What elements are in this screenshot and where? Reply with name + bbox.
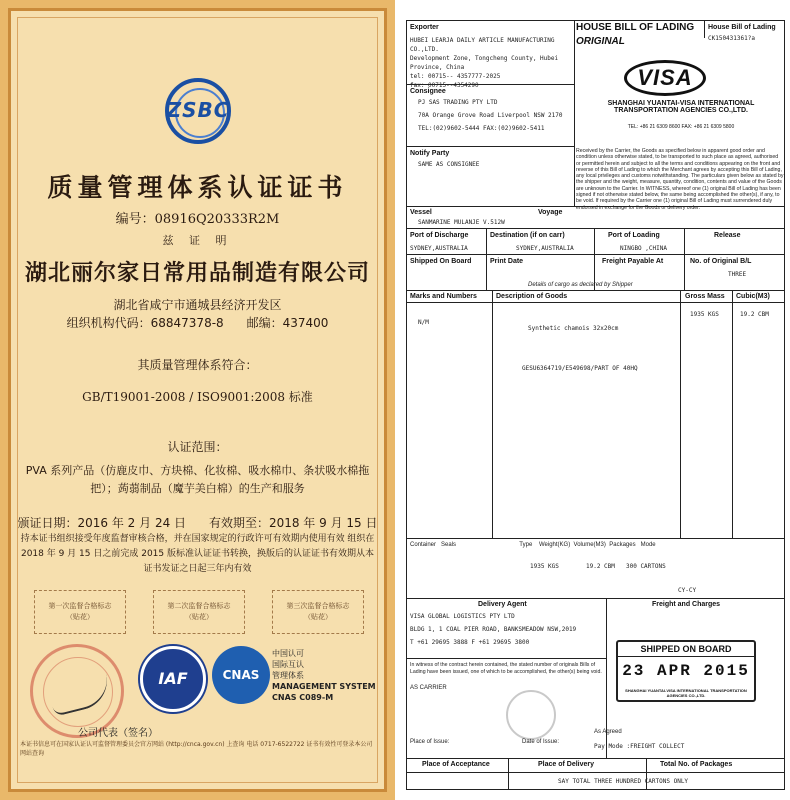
consignee-block <box>418 98 572 133</box>
bol-divider-h11 <box>406 758 784 759</box>
hbl-title: HOUSE BILL OF LADING <box>576 22 695 33</box>
valid-label: 有效期至： <box>208 516 269 530</box>
certificate-number-label: 编号： <box>115 212 155 227</box>
pay-mode: Pay Mode :FREIGHT COLLECT <box>594 743 685 750</box>
org-code-line <box>0 314 395 331</box>
bol-divider-v9 <box>508 758 509 789</box>
cnas-line3: 管理体系 <box>272 671 304 680</box>
surveillance-box-3-line2: （贴花） <box>304 613 332 621</box>
surveillance-box-1-line2: （贴花） <box>66 613 94 621</box>
bol-divider-v11 <box>704 20 705 38</box>
ctr-h-type: Type <box>519 542 533 548</box>
valid-date: 2018 年 9 月 15 日 <box>268 516 378 530</box>
print-date-label: Print Date <box>490 258 524 265</box>
cy-value: CY-CY <box>678 587 697 594</box>
shipped-label: Shipped On Board <box>410 258 472 265</box>
surveillance-box-2 <box>153 590 245 634</box>
carrier-seal-icon <box>506 690 556 740</box>
certificate-number <box>0 208 395 227</box>
issue-date-label: 颁证日期： <box>17 516 78 530</box>
bol-divider-v7 <box>732 290 733 538</box>
delivery-agent-label: Delivery Agent <box>478 601 527 608</box>
stamp-title: SHIPPED ON BOARD <box>618 644 754 657</box>
witness-text: In witness of the contract herein contained, the stated number of originals Bills of Lading have been issued, one of which to be accomplished, the other(s) being void. <box>410 662 602 675</box>
bol-divider-v5 <box>492 290 493 538</box>
delivery-line-3: T +61 29695 3888 F +61 29695 3800 <box>410 639 530 646</box>
delivery-agent-block <box>410 612 604 647</box>
consignee-line-2: 70A Orange Grove Road Liverpool NSW 2170 <box>418 112 563 119</box>
bol-divider-h8 <box>406 538 784 539</box>
total-packages-label: Total No. of Packages <box>660 761 733 768</box>
bol-border-left <box>406 20 407 790</box>
bol-divider-v2 <box>486 228 487 290</box>
cnas-line2: 国际互认 <box>272 660 304 669</box>
container-header <box>410 541 656 550</box>
bol-border-bottom <box>406 789 784 790</box>
place-of-delivery-label: Place of Delivery <box>538 761 595 768</box>
postcode-value: 437400 <box>282 316 329 330</box>
surveillance-box-1 <box>34 590 126 634</box>
signature-label: 公司代表（签名） <box>78 728 158 739</box>
scope-text: PVA 系列产品（仿鹿皮巾、方块棉、化妆棉、吸水棉巾、条状吸水棉拖把）；蒟蒻制品（魔芋美白棉）的生产和服务 <box>25 464 370 495</box>
consignee-label: Consignee <box>410 88 446 95</box>
certificate-footer: 本证书信息可在国家认证认可监督管理委员会官方网站 (http://cnca.gov.cn) 上查询 电话 0717-6522722 证书有效性可登录本公司网站查询 <box>20 741 373 757</box>
bol-border-right <box>784 20 785 790</box>
place-of-issue-label: Place of Issue: <box>410 739 450 745</box>
release-label: Release <box>714 232 741 239</box>
bol-divider-v6 <box>680 290 681 538</box>
dest-value: SYDNEY,AUSTRALIA <box>516 245 574 252</box>
as-carrier: AS CARRIER <box>410 685 447 691</box>
bol-divider-h7 <box>406 302 784 303</box>
charges-label: Freight and Charges <box>652 601 721 608</box>
marks-value: N/M <box>418 319 429 326</box>
postcode-label: 邮编： <box>246 316 283 330</box>
gross-label: Gross Mass <box>685 293 725 300</box>
certificate-title: 质量管理体系认证证书 <box>47 173 348 202</box>
ctr-packages: 300 CARTONS <box>626 563 666 570</box>
surveillance-stamp-row <box>34 590 364 634</box>
certificate-proves: 兹 证 明 <box>162 234 233 247</box>
org-code-value: 68847378-8 <box>150 316 224 330</box>
goods-value: Synthetic chamois 32x20cm <box>528 325 619 332</box>
consignee-line-3: TEL:(02)9602-5444 FAX:(02)9602-5411 <box>418 125 545 132</box>
bol-divider-v1 <box>574 20 575 206</box>
pod-value: SYDNEY,AUSTRALIA <box>410 245 468 252</box>
surveillance-box-3-line1: 第三次监督合格标志 <box>286 602 350 610</box>
pol-value: NINGBO ,CHINA <box>620 245 667 252</box>
surveillance-box-1-line1: 第一次监督合格标志 <box>48 602 112 610</box>
stamp-company: SHANGHAI YUANTAI-VISA INTERNATIONAL TRANSPORTATION AGENCIES CO.,LTD. <box>625 688 747 698</box>
voyage-label: Voyage <box>538 209 563 216</box>
consignee-line-1: PJ SAS TRADING PTY LTD <box>418 99 498 106</box>
dates-line <box>0 514 395 531</box>
ctr-h-packages: Packages <box>609 542 636 548</box>
as-agreed: As Agreed <box>594 729 622 735</box>
bol-divider-v4 <box>684 228 685 290</box>
surveillance-box-3 <box>272 590 364 634</box>
ctr-h-seals: Seals <box>441 542 457 548</box>
cnas-text <box>272 648 376 703</box>
carrier-company-name: SHANGHAI YUANTAI-VISA INTERNATIONAL TRANSPORTATION AGENCIES CO.,LTD. <box>607 100 755 114</box>
cnas-line5: CNAS C089-M <box>272 693 334 702</box>
certificate-number-value: 08916Q20333R2M <box>154 212 280 227</box>
declared-by-shipper: Details of cargo as declared by Shipper <box>528 282 633 288</box>
dest-label: Destination (if on carr) <box>490 232 565 239</box>
ctr-h-volume: Volume(M3) <box>573 542 606 548</box>
bol-divider-h4 <box>406 228 784 229</box>
certificate-note: 持本证书组织接受年度监督审核合格，并在国家规定的行政许可有效期内使用有效 组织在 2018 年 9 月 15 日之前完成 2015 版标准认证证书转换，换版后的认证证书有效期从本证书发证之日起三年内有效 <box>20 534 375 574</box>
surveillance-box-2-line2: （贴花） <box>185 613 213 621</box>
issue-date: 2016 年 2 月 24 日 <box>77 516 187 530</box>
exporter-line-4: fax: 00715--4354290 <box>410 82 479 89</box>
vessel-label: Vessel <box>410 209 432 216</box>
bol-divider-h9 <box>406 598 784 599</box>
desc-label: Description of Goods <box>496 293 568 300</box>
delivery-line-2: BLDG 1, 1 COAL PIER ROAD, BANKSMEADOW NSW,2019 <box>410 626 577 633</box>
bol-divider-h12 <box>406 772 784 773</box>
bol-divider-h5 <box>406 254 784 255</box>
bol-border-top <box>406 20 784 21</box>
carrier-terms: Received by the Carrier, the Goods as specified below in apparent good order and condition unless otherwise stated, to be transported to such place as agreed, authorised or permitted herein and subject to all the terms and conditions appearing on the front and reverse of this Bill of Lading to which the Merchant agrees by accepting this Bill of Lading, any local privileges and customs notwithstanding. The particulars given below as stated by the shipper and the weight, measure, quantity, condition, contents and value of the Goods are unknown to the Carrier. In WITNESS, whereof one (1) original Bill of Lading has been signed if not otherwise stated below, the same being accomplished the other(s), if any, to be void. If required by the Carrier one (1) original Bill of Lading must surrendered duly endorsed in exchange for the Goods or delivery order. <box>576 148 784 211</box>
pod-label: Port of Discharge <box>410 232 469 239</box>
container-value: GESU6364719/E549698/PART OF 40HQ <box>522 365 638 372</box>
stamp-date: 23 APR 2015 <box>622 662 750 680</box>
notify-value: SAME AS CONSIGNEE <box>418 161 480 168</box>
gross-value: 1935 KGS <box>690 311 719 318</box>
ctr-weight: 1935 KGS <box>530 563 559 570</box>
exporter-line-2: Development Zone, Tongcheng County, Hubei Province, China <box>410 55 559 71</box>
pol-label: Port of Loading <box>608 232 660 239</box>
exporter-line-3: tel: 00715-- 4357777-2025 <box>410 73 501 80</box>
company-address: 湖北省咸宁市通城县经济开发区 <box>113 298 282 312</box>
marks-label: Marks and Numbers <box>410 293 477 300</box>
vessel-value: SANMARINE MULANJE V.512W <box>418 219 505 226</box>
zsbc-logo-text: ZSBC <box>166 98 230 122</box>
orig-bl-label: No. of Original B/L <box>690 258 752 265</box>
delivery-line-1: VISA GLOBAL LOGISTICS PTY LTD <box>410 613 515 620</box>
orig-bl-value: THREE <box>728 271 747 278</box>
visa-logo-icon: VISA <box>624 60 706 96</box>
cnas-line4: MANAGEMENT SYSTEM <box>272 682 376 691</box>
org-code-label: 组织机构代码： <box>66 316 151 330</box>
cnas-line1: 中国认可 <box>272 649 304 658</box>
hbl-original: ORIGINAL <box>576 36 625 47</box>
scope-heading: 认证范围： <box>167 440 228 454</box>
freight-payable-label: Freight Payable At <box>602 258 664 265</box>
conform-text: 其质量管理体系符合： <box>137 358 258 372</box>
standard-text: GB/T19001-2008 / ISO9001:2008 标准 <box>82 390 313 404</box>
company-name: 湖北丽尔家日常用品制造有限公司 <box>24 260 370 286</box>
ctr-h-mode: Mode <box>640 542 656 548</box>
carrier-contact: TEL: +86 21 6309 8600 FAX: +86 21 6309 5800 <box>627 124 735 130</box>
notify-label: Notify Party <box>410 150 450 157</box>
ctr-h-container: Container <box>410 542 437 548</box>
place-of-acceptance-label: Place of Acceptance <box>422 761 490 768</box>
cubic-value: 19.2 CBM <box>740 311 769 318</box>
cubic-label: Cubic(M3) <box>736 293 770 300</box>
cnas-logo-icon: CNAS <box>212 646 270 704</box>
exporter-line-1: HUBEI LEARJA DAILY ARTICLE MANUFACTURING CO.,LTD. <box>410 37 555 53</box>
bol-divider-h2 <box>406 146 574 147</box>
date-of-issue-label: Date of Issue: <box>522 739 560 745</box>
exporter-block <box>410 36 572 90</box>
ctr-h-weight: Weight(KG) <box>538 542 571 548</box>
exporter-label: Exporter <box>410 24 439 31</box>
surveillance-box-2-line1: 第二次监督合格标志 <box>167 602 231 610</box>
house-bill-of-lading <box>398 0 790 800</box>
hbl-number: CK150431361?a <box>708 35 755 42</box>
hbl-number-label: House Bill of Lading <box>708 24 776 31</box>
ctr-volume: 19.2 CBM <box>586 563 615 570</box>
bol-divider-h10 <box>406 658 606 659</box>
bol-divider-h6 <box>406 290 784 291</box>
iaf-logo-icon: IAF <box>140 646 206 712</box>
shipped-on-board-stamp <box>616 640 756 702</box>
total-packages-value: SAY TOTAL THREE HUNDRED CARTONS ONLY <box>558 778 689 785</box>
